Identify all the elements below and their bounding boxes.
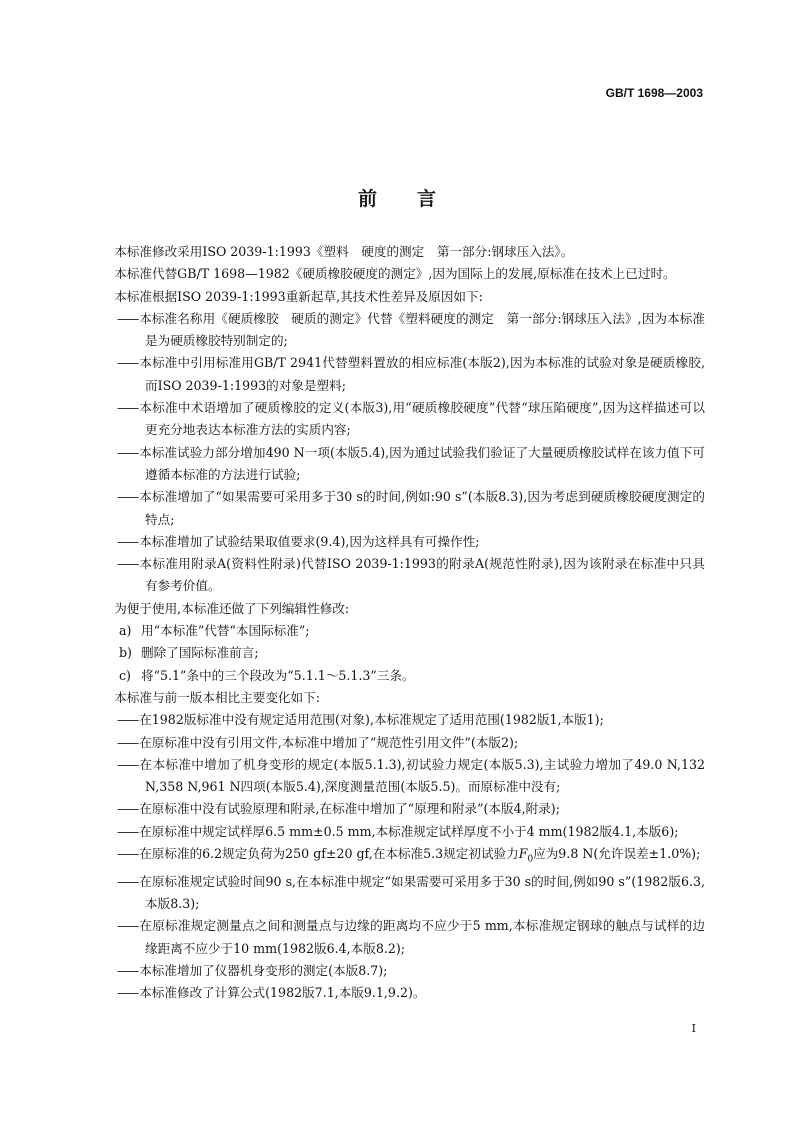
change-item: —— 在原标准规定试验时间90 s,在本标准中规定“如果需要可采用多于30 s的时间,例如90 s”(1982版6.3,本版8.3); bbox=[89, 871, 705, 916]
change-item: —— 在原标准中没有引用文件,本标准中增加了“规范性引用文件”(本版2); bbox=[89, 732, 705, 754]
list-text: 将“5.1”条中的三个段改为“5.1.1～5.1.3”三条。 bbox=[141, 667, 415, 683]
change-item: —— 在1982版标准中没有规定适用范围(对象),本标准规定了适用范围(1982版1,本版1); bbox=[89, 709, 705, 731]
change-item: —— 本标准修改了计算公式(1982版7.1,本版9.1,9.2)。 bbox=[89, 982, 705, 1004]
change-item: —— 本标准增加了仪器机身变形的测定(本版8.7); bbox=[89, 960, 705, 982]
change-item: —— 在原标准中规定试样厚6.5 mm±0.5 mm,本标准规定试样厚度不小于4 mm(1982版4.1,本版6); bbox=[89, 821, 705, 843]
standard-code: GB/T 1698—2003 bbox=[605, 86, 703, 100]
title-char-1: 前 bbox=[357, 188, 377, 210]
title-char-2: 言 bbox=[417, 188, 437, 210]
tech-diff-item: —— 本标准增加了试验结果取值要求(9.4),因为这样具有可操作性; bbox=[89, 531, 705, 553]
tech-diff-item: —— 本标准试验力部分增加490 N一项(本版5.4),因为通过试验我们验证了大量硬质橡胶试样在该力值下可遵循本标准的方法进行试验; bbox=[89, 442, 705, 487]
tech-diff-item: —— 本标准名称用《硬质橡胶 硬质的测定》代替《塑料硬度的测定 第一部分:钢球压入法》,因为本标准是为硬质橡胶特别制定的; bbox=[89, 308, 705, 353]
changes-intro: 本标准与前一版本相比主要变化如下: bbox=[114, 689, 320, 705]
editorial-item bbox=[89, 665, 705, 687]
force-subscript: 0 bbox=[527, 854, 534, 865]
tech-diff-item: —— 本标准用附录A(资料性附录)代替ISO 2039-1:1993的附录A(规范性附录),因为该附录在标准中只具有参考价值。 bbox=[89, 553, 705, 598]
list-label: c) bbox=[119, 667, 131, 683]
page-title bbox=[0, 184, 794, 211]
list-text: 用“本标准”代替“本国际标准”; bbox=[141, 623, 310, 639]
editorial-intro: 为便于使用,本标准还做了下列编辑性修改: bbox=[114, 600, 350, 616]
change-text: 在原标准的6.2规定负荷为250 gf±20 gf,在本标准5.3规定初试验力 bbox=[139, 846, 519, 862]
change-item: —— 在原标准中没有试验原理和附录,在标准中增加了“原理和附录”(本版4,附录); bbox=[89, 798, 705, 820]
page-number: I bbox=[691, 1022, 696, 1035]
change-item: —— 在原标准规定测量点之间和测量点与边缘的距离均不应少于5 mm,本标准规定钢球的触点与试样的边缘距离不应少于10 mm(1982版6.4,本版8.2); bbox=[89, 915, 705, 960]
editorial-item bbox=[89, 642, 705, 664]
list-text: 删除了国际标准前言; bbox=[141, 645, 259, 661]
list-label: b) bbox=[119, 645, 132, 661]
tech-diff-item: —— 本标准增加了“如果需要可采用多于30 s的时间,例如:90 s”(本版8.3),因为考虑到硬质橡胶硬度测定的特点; bbox=[89, 486, 705, 531]
editorial-item bbox=[89, 620, 705, 642]
list-label: a) bbox=[119, 623, 132, 639]
change-item bbox=[89, 843, 705, 871]
intro-paragraph-2: 本标准代替GB/T 1698—1982《硬质橡胶硬度的测定》,因为国际上的发展,原标准在技术上已过时。 bbox=[114, 266, 676, 282]
change-item: —— 在本标准中增加了机身变形的规定(本版5.1.3),初试验力规定(本版5.3),主试验力增加了49.0 N,132 N,358 N,961 N四项(本版5.4),深度测量范围(本版5.5)。而原标准中没有; bbox=[89, 754, 705, 799]
intro-paragraph-1: 本标准修改采用ISO 2039-1:1993《塑料 硬度的测定 第一部分:钢球压入法》。 bbox=[114, 244, 574, 259]
tech-diff-item: —— 本标准中术语增加了硬质橡胶的定义(本版3),用“硬质橡胶硬度”代替“球压陷硬度”,因为这样描述可以更充分地表达本标准方法的实质内容; bbox=[89, 397, 705, 442]
intro-paragraph-3: 本标准根据ISO 2039-1:1993重新起草,其技术性差异及原因如下: bbox=[114, 288, 483, 304]
foreword-body bbox=[89, 241, 705, 1005]
tech-diff-item: —— 本标准中引用标准用GB/T 2941代替塑料置放的相应标准(本版2),因为本标准的试验对象是硬质橡胶,而ISO 2039-1:1993的对象是塑料; bbox=[89, 352, 705, 397]
force-symbol: F bbox=[518, 846, 528, 862]
change-text-tail: 应为9.8 N(允许误差±1.0%); bbox=[533, 846, 701, 862]
